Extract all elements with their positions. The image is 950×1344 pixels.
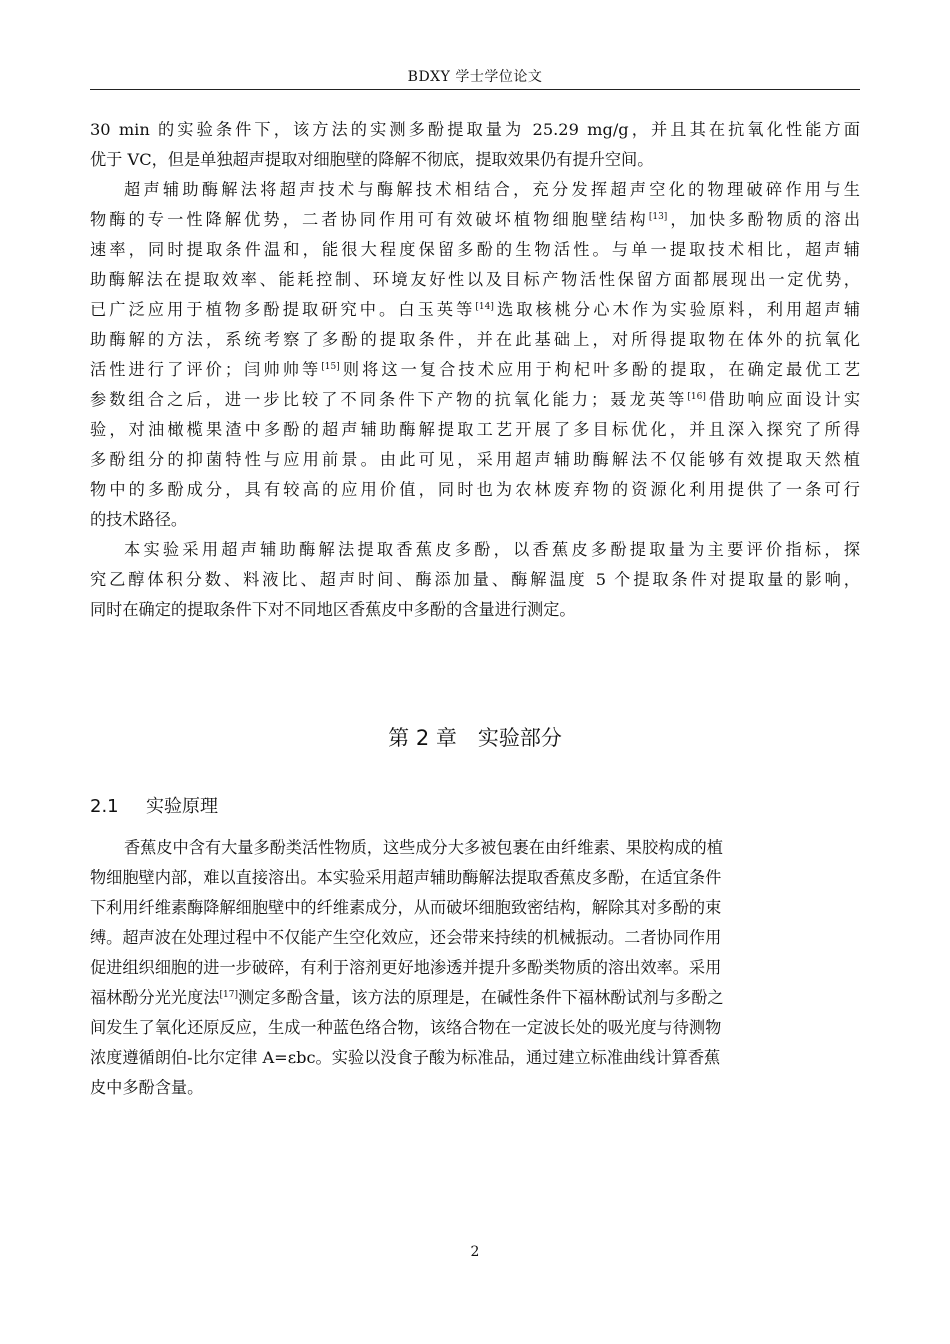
section-number: 2.1 — [90, 796, 119, 817]
text-line: 助酶解的方法，系统考察了多酚的提取条件，并在此基础上，对所得提取物在体外的抗氧化 — [90, 330, 860, 349]
text-line — [90, 295, 860, 325]
text-line: 究乙醇体积分数、料液比、超声时间、酶添加量、酶解温度 5 个提取条件对提取量的影响， — [90, 570, 860, 589]
text-line: 助酶解法在提取效率、能耗控制、环境友好性以及目标产物活性保留方面都展现出一定优势， — [90, 270, 860, 289]
text-line: 物细胞壁内部，难以直接溶出。本实验采用超声辅助酶解法提取香蕉皮多酚，在适宜条件 — [90, 868, 722, 887]
text-line: 验，对油橄榄果渣中多酚的超声辅助酶解提取工艺开展了多目标优化，并且深入探究了所得 — [90, 420, 860, 439]
text-line: 下利用纤维素酶降解细胞壁中的纤维素成分，从而破坏细胞致密结构，解除其对多酚的束 — [90, 898, 722, 917]
chapter-title: 第 2 章 实验部分 — [388, 726, 562, 750]
text-line — [90, 205, 860, 235]
principle-section — [90, 833, 860, 1103]
text-segment: 借助响应面设计实 — [705, 390, 861, 409]
text-line: 促进组织细胞的进一步破碎，有利于溶剂更好地渗透并提升多酚类物质的溶出效率。采用 — [90, 958, 722, 977]
text-line — [90, 983, 860, 1013]
text-line: 速率，同时提取条件温和，能很大程度保留多酚的生物活性。与单一提取技术相比，超声辅 — [90, 240, 860, 259]
text-line: 同时在确定的提取条件下对不同地区香蕉皮中多酚的含量进行测定。 — [90, 600, 576, 619]
citation-ref: [17] — [219, 990, 238, 1000]
citation-ref: [14] — [475, 302, 494, 312]
text-line: 间发生了氧化还原反应，生成一种蓝色络合物，该络合物在一定波长处的吸光度与待测物 — [90, 1018, 722, 1037]
principle-paragraph — [90, 833, 860, 1103]
text-segment: 活性进行了评价；闫帅帅等 — [90, 360, 322, 379]
text-line: 超声辅助酶解法将超声技术与酶解技术相结合，充分发挥超声空化的物理破碎作用与生 — [124, 180, 860, 199]
intro-paragraph-2 — [90, 175, 860, 535]
page-number: 2 — [470, 1244, 480, 1260]
text-line: 皮中多酚含量。 — [90, 1078, 204, 1097]
text-line — [90, 385, 860, 415]
text-line: 的技术路径。 — [90, 510, 188, 529]
text-segment: 选取核桃分心木作为实验原料，利用超声辅 — [493, 300, 861, 319]
text-segment: 测定多酚含量，该方法的原理是，在碱性条件下福林酚试剂与多酚之 — [237, 988, 724, 1007]
citation-ref: [15] — [321, 362, 340, 372]
section-title: 实验原理 — [146, 796, 218, 817]
header-divider — [90, 89, 860, 90]
page-header-title: BDXY 学士学位论文 — [407, 69, 543, 85]
text-segment: 参数组合之后，进一步比较了不同条件下产物的抗氧化能力；聂龙英等 — [90, 390, 688, 409]
text-line: 浓度遵循朗伯-比尔定律 A=εbc。实验以没食子酸为标准品，通过建立标准曲线计算香蕉 — [90, 1048, 721, 1067]
text-segment: 则将这一复合技术应用于枸杞叶多酚的提取，在确定最优工艺 — [339, 360, 861, 379]
text-line: 30 min 的实验条件下，该方法的实测多酚提取量为 25.29 mg/g，并且其在抗氧化性能方面 — [90, 120, 860, 139]
citation-ref: [13] — [648, 212, 668, 222]
intro-paragraph-3 — [90, 535, 860, 625]
citation-ref: [16] — [687, 392, 706, 402]
text-segment: 已广泛应用于植物多酚提取研究中。白玉英等 — [90, 300, 476, 319]
text-line: 物中的多酚成分，具有较高的应用价值，同时也为农林废弃物的资源化利用提供了一条可行 — [90, 480, 860, 499]
text-segment: ，加快多酚物质的溶出 — [667, 210, 861, 229]
intro-section — [90, 115, 860, 625]
text-line: 多酚组分的抑菌特性与应用前景。由此可见，采用超声辅助酶解法不仅能够有效提取天然植 — [90, 450, 860, 469]
text-line — [90, 355, 860, 385]
intro-paragraph-1 — [90, 115, 860, 175]
text-segment: 物酶的专一性降解优势，二者协同作用可有效破坏植物细胞壁结构 — [90, 210, 649, 229]
text-line: 香蕉皮中含有大量多酚类活性物质，这些成分大多被包裹在由纤维素、果胶构成的植 — [124, 838, 723, 857]
text-line: 本实验采用超声辅助酶解法提取香蕉皮多酚，以香蕉皮多酚提取量为主要评价指标，探 — [124, 540, 860, 559]
text-segment: 福林酚分光光度法 — [90, 988, 220, 1007]
text-line: 优于 VC，但是单独超声提取对细胞壁的降解不彻底，提取效果仍有提升空间。 — [90, 150, 654, 169]
text-line: 缚。超声波在处理过程中不仅能产生空化效应，还会带来持续的机械振动。二者协同作用 — [90, 928, 722, 947]
section-heading — [90, 792, 218, 818]
